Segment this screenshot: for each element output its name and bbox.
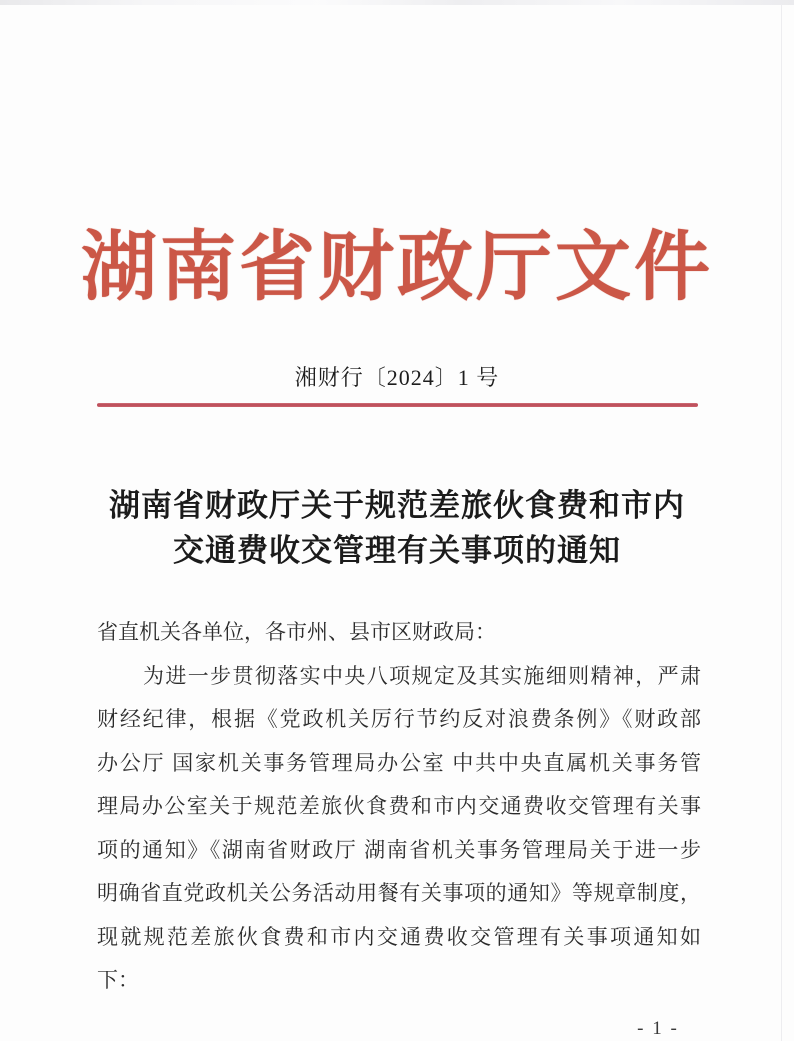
body-paragraph <box>97 611 701 1003</box>
document-title <box>0 483 794 573</box>
document-title-line2: 交通费收交管理有关事项的通知 <box>173 533 621 568</box>
body-line: 现就规范差旅伙食费和市内交通费收交管理有关事项通知如 <box>97 924 701 949</box>
document-number: 湘财行〔2024〕1 号 <box>294 365 500 390</box>
document-title-line1: 湖南省财政厅关于规范差旅伙食费和市内 <box>109 488 685 523</box>
page-number: - 1 - <box>637 1018 679 1039</box>
scan-edge-top <box>0 0 794 5</box>
body-line: 为进一步贯彻落实中央八项规定及其实施细则精神，严肃 <box>143 663 701 688</box>
red-separator-line <box>97 403 698 407</box>
body-line: 项的通知》《湖南省财政厅 湖南省机关事务管理局关于进一步 <box>97 837 701 862</box>
body-line: 理局办公室关于规范差旅伙食费和市内交通费收交管理有关事 <box>97 794 701 818</box>
body-line: 办公厅 国家机关事务管理局办公室 中共中央直属机关事务管 <box>97 750 701 775</box>
salutation: 省直机关各单位，各市州、县市区财政局： <box>97 620 496 644</box>
body-line: 下： <box>97 968 139 992</box>
body-line: 财经纪律，根据《党政机关厉行节约反对浪费条例》《财政部 <box>97 707 701 731</box>
body-line: 明确省直党政机关公务活动用餐有关事项的通知》等规章制度， <box>97 881 701 905</box>
agency-header-title: 湖南省财政厅文件 <box>81 226 713 310</box>
